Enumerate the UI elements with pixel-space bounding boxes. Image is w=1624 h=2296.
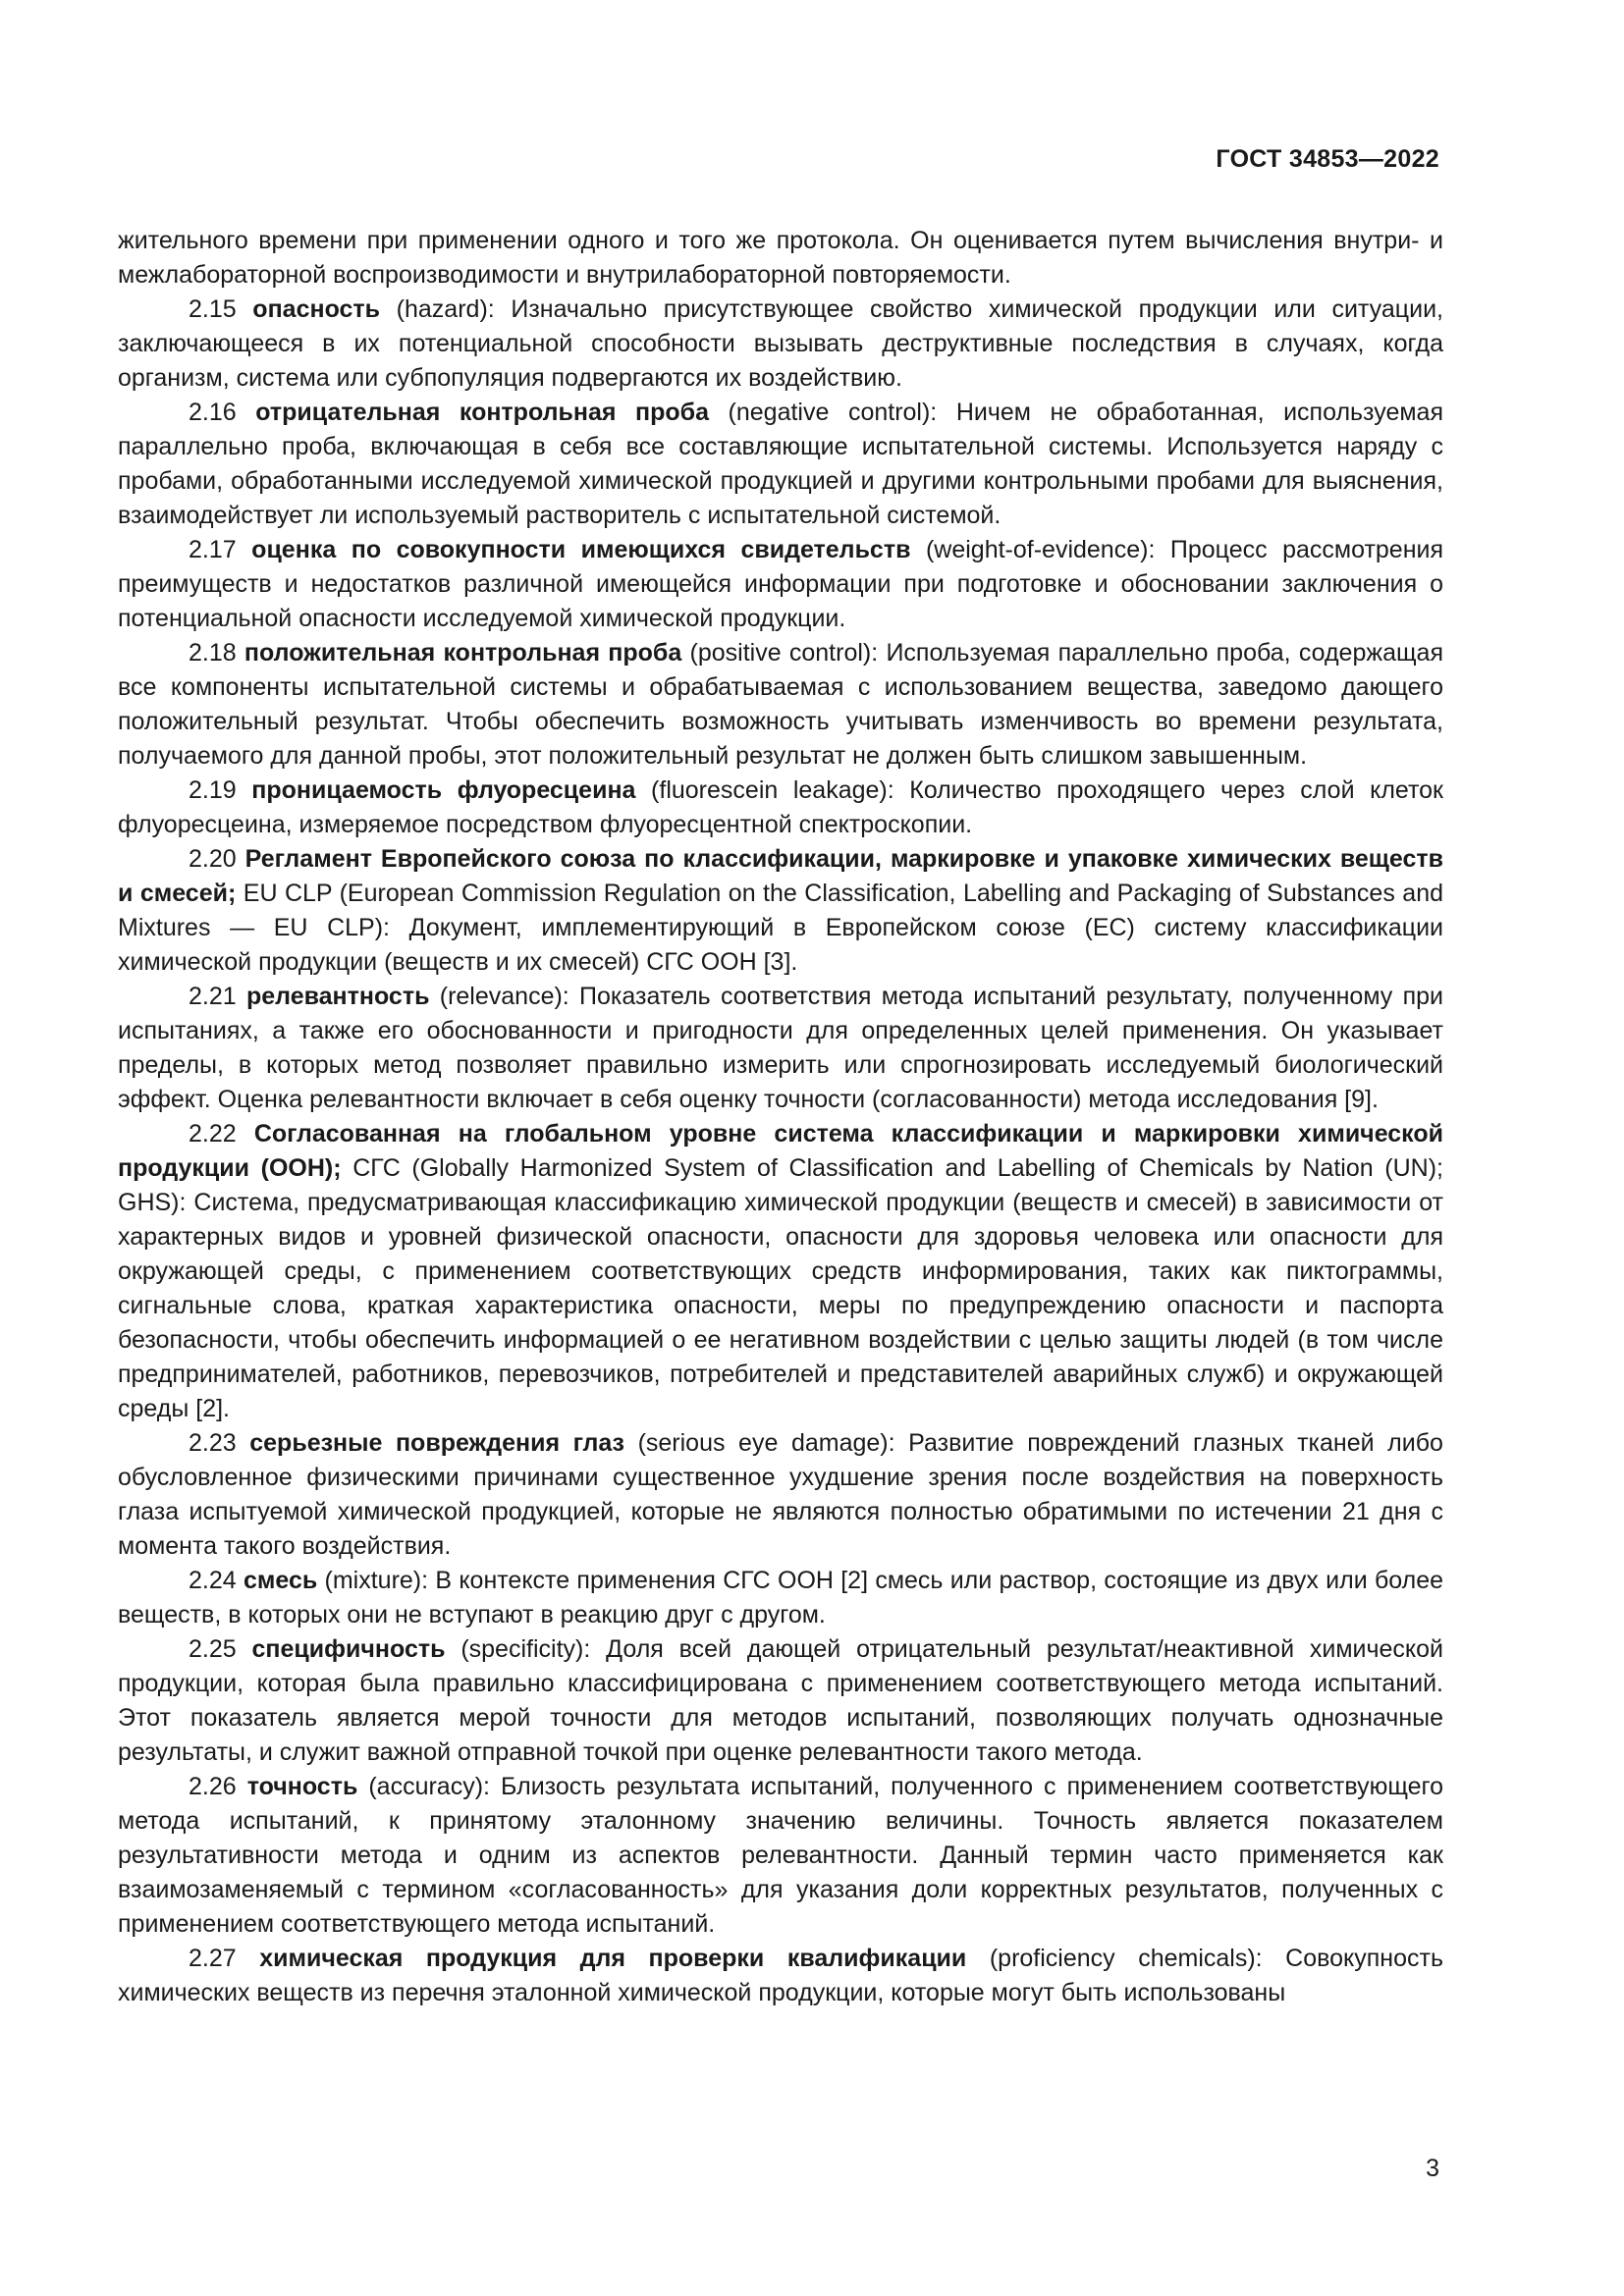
term-title: Регламент Европейского союза по классификации, маркировке и упаковке химических веществ и смесей; [118,845,1443,907]
term-definition-text: Развитие повреждений глазных тканей либо обусловленное физическими причинами существенное ухудшение зрения после воздействия на поверхность глаза испытуемой химической продукцией, которые не являются полностью обратимыми по истечении 21 дня с момента такого воздействия. [118,1429,1443,1560]
term-definition-text: Ничем не обработанная, используемая параллельно проба, включающая в себя все составляющие испытательной системы. Используется наряду с пробами, обработанными исследуемой химической продукцией и другими контрольными пробами для выяснения, взаимодействует ли используемый растворитель с испытательной системой. [118,399,1443,529]
term-english-equivalent: (negative control): [728,399,938,426]
term-number: 2.22 [189,1120,237,1148]
standard-code-header: ГОСТ 34853—2022 [1216,145,1439,173]
term-english-equivalent: EU CLP (European Commission Regulation on the Classification, Labelling and Packaging of Substances and Mixtures — EU CLP): [118,880,1443,941]
term-definition-text: Документ, имплементирующий в Европейском союзе (ЕС) систему классификации химической продукции (веществ и их смесей) СГС ООН [3]. [118,914,1443,976]
term-english-equivalent: (relevance): [439,983,569,1010]
term-number: 2.26 [189,1773,237,1800]
term-number: 2.15 [189,295,237,323]
term-definition-2-19 [118,774,1443,842]
term-title: смесь [243,1567,318,1594]
term-number: 2.17 [189,536,237,563]
term-title: релевантность [245,983,430,1010]
term-english-equivalent: (mixture): [324,1567,429,1594]
term-definition-2-16 [118,396,1443,533]
term-definition-2-24 [118,1564,1443,1632]
term-definition-text: Доля всей дающей отрицательный результат/неактивной химической продукции, которая была правильно классифицирована с применением соответствующего метода испытаний. Этот показатель является мерой точности для методов испытаний, позволяющих получать однозначные результаты, и служит важной отправной точкой при оценке релевантности такого метода. [118,1635,1444,1766]
term-definition-2-15 [118,293,1443,396]
term-number: 2.25 [189,1635,237,1663]
term-definition-text: Близость результата испытаний, полученного с применением соответствующего метода испытаний, к принятому эталонному значению величины. Точность является показателем результативности метода и одним из аспектов релевантности. Данный термин часто применяется как взаимозаменяемый с термином «согласованность» для указания доли корректных результатов, полученных с применением соответствующего метода испытаний. [118,1773,1443,1938]
term-english-equivalent: (fluorescein leakage): [651,776,894,804]
term-definition-2-20 [118,842,1443,980]
term-title: оценка по совокупности имеющихся свидетельств [251,536,911,563]
term-english-equivalent: (proficiency chemicals): [989,1945,1263,1972]
term-english-equivalent: (hazard): [396,295,495,323]
term-number: 2.27 [189,1945,237,1972]
term-title: отрицательная контрольная проба [255,399,709,426]
term-definition-2-23 [118,1426,1443,1564]
term-number: 2.18 [189,639,237,667]
term-definition-text: Система, предусматривающая классификацию химической продукции (веществ и смесей) в зависимости от характерных видов и уровней физической опасности, опасности для здоровья человека или опасности для окружающей среды, с применением соответствующих средств информирования, таких как пиктограммы, сигнальные слова, краткая характеристика опасности, меры по предупреждению опасности и паспорта безопасности, чтобы обеспечить информацией о ее негативном воздействии с целью защиты людей (в том числе предпринимателей, работников, перевозчиков, потребителей и представителей аварийных служб) и окружающей среды [2]. [118,1189,1443,1422]
term-definition-2-21 [118,980,1443,1117]
term-definition-2-22 [118,1117,1443,1426]
term-number: 2.20 [189,845,237,873]
term-english-equivalent: СГС (Globally Harmonized System of Classification and Labelling of Chemicals by Nation (UN); GHS): [118,1154,1443,1216]
term-number: 2.16 [189,399,237,426]
term-title: положительная контрольная проба [244,639,682,667]
term-definition-2-25 [118,1632,1443,1770]
page-number: 3 [1426,2155,1439,2182]
term-title: специфичность [251,1635,446,1663]
term-number: 2.21 [189,983,237,1010]
term-number: 2.19 [189,776,237,804]
term-definition-text: Изначально присутствующее свойство химической продукции или ситуации, заключающееся в их потенциальной способности вызывать деструктивные последствия в случаях, когда организм, система или субпопуляция подвергаются их воздействию. [118,295,1443,392]
term-definition-text: Процесс рассмотрения преимуществ и недостатков различной имеющейся информации при подготовке и обосновании заключения о потенциальной опасности исследуемой химической продукции. [118,536,1444,632]
term-number: 2.23 [189,1429,237,1457]
term-definition-2-26 [118,1770,1443,1942]
term-title: серьезные повреждения глаз [249,1429,624,1457]
term-definition-2-18 [118,636,1443,774]
term-english-equivalent: (serious eye damage): [637,1429,895,1457]
continued-paragraph: жительного времени при применении одного и того же протокола. Он оценивается путем вычисления внутри- и межлабораторной воспроизводимости и внутрилабораторной повторяемости. [118,227,1443,289]
term-number: 2.24 [189,1567,237,1594]
term-definition-text: Совокупность химических веществ из перечня эталонной химической продукции, которые могут быть использованы [118,1945,1443,2006]
term-definition-text: Показатель соответствия метода испытаний результату, полученному при испытаниях, а также его обоснованности и пригодности для определенных целей применения. Он указывает пределы, в которых метод позволяет правильно измерить или спрогнозировать исследуемый биологический эффект. Оценка релевантности включает в себя оценку точности (согласованности) метода исследования [9]. [118,983,1443,1113]
term-english-equivalent: (weight-of-evidence): [925,536,1156,563]
document-body [118,224,1443,2010]
term-definition-text: В контексте применения СГС ООН [2] смесь или раствор, состоящие из двух или более веществ, в которых они не вступают в реакцию друг с другом. [118,1567,1444,1629]
terms-list [118,293,1443,2010]
term-english-equivalent: (accuracy): [368,1773,490,1800]
term-english-equivalent: (specificity): [460,1635,591,1663]
term-definition-text: Используемая параллельно проба, содержащая все компоненты испытательной системы и обрабатываемая с использованием вещества, заведомо дающего положительный результат. Чтобы обеспечить возможность учитывать изменчивость во времени результата, получаемого для данной пробы, этот положительный результат не должен быть слишком завышенным. [118,639,1443,770]
term-definition-2-27 [118,1942,1443,2010]
term-title: химическая продукция для проверки квалификации [259,1945,967,1972]
term-title: проницаемость флуоресцеина [251,776,636,804]
term-title: Согласованная на глобальном уровне система классификации и маркировки химической продукции (ООН); [118,1120,1443,1182]
term-english-equivalent: (positive control): [689,639,879,667]
term-definition-2-17 [118,533,1443,636]
term-definition-text: Количество проходящего через слой клеток флуоресцеина, измеряемое посредством флуоресцентной спектроскопии. [118,776,1443,838]
term-title: точность [246,1773,358,1800]
term-title: опасность [252,295,381,323]
